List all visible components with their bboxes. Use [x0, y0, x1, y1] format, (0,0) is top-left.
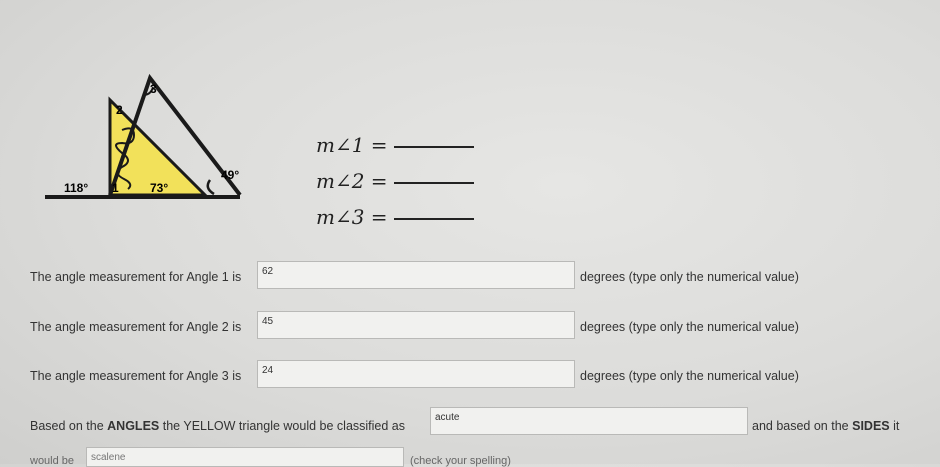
q4-part1: Based on the: [30, 419, 104, 433]
question-2-prefix: The angle measurement for Angle 2 is: [30, 320, 242, 334]
angle-1-label: 1: [112, 181, 119, 195]
angle-1-answer-input[interactable]: 62: [257, 261, 575, 289]
blank-line: [394, 181, 474, 184]
angle-2-answer-input[interactable]: 45: [257, 311, 575, 339]
question-1-suffix: degrees (type only the numerical value): [580, 270, 799, 284]
q4-sides: SIDES: [852, 419, 890, 433]
angle-73-label: 73°: [150, 181, 169, 195]
question-4-tail: [752, 419, 899, 433]
equation-angle-1: [316, 133, 474, 157]
q4-part3: and based on the: [752, 419, 849, 433]
blank-line: [394, 145, 474, 148]
angle-2-label: 2: [116, 103, 123, 117]
angle-ext-118-label: 118°: [64, 181, 89, 195]
triangle-diagram: [40, 70, 300, 220]
equation-label: m∠3 =: [316, 205, 388, 229]
angle-49-label: 49°: [221, 168, 240, 182]
equation-label: m∠1 =: [316, 133, 388, 157]
equation-angle-2: [316, 169, 474, 193]
question-4-text: [30, 419, 405, 433]
angle-3-label: 3: [150, 82, 157, 96]
question-1-prefix: The angle measurement for Angle 1 is: [30, 270, 242, 284]
question-3-suffix: degrees (type only the numerical value): [580, 369, 799, 383]
q4-part2: the YELLOW triangle would be classified as: [162, 419, 405, 433]
side-classification-input[interactable]: scalene: [86, 447, 404, 467]
question-5-suffix: (check your spelling): [410, 455, 511, 467]
question-2-suffix: degrees (type only the numerical value): [580, 320, 799, 334]
question-5-prefix: would be: [30, 455, 75, 467]
equation-angle-3: [316, 205, 474, 229]
blank-line: [394, 217, 474, 220]
arc-49: [208, 180, 214, 194]
equation-label: m∠2 =: [316, 169, 388, 193]
q4-angles: ANGLES: [107, 419, 160, 433]
q4-part4: it: [893, 419, 900, 433]
question-3-prefix: The angle measurement for Angle 3 is: [30, 369, 242, 383]
angle-3-answer-input[interactable]: 24: [257, 360, 575, 388]
angle-classification-input[interactable]: acute: [430, 407, 748, 435]
